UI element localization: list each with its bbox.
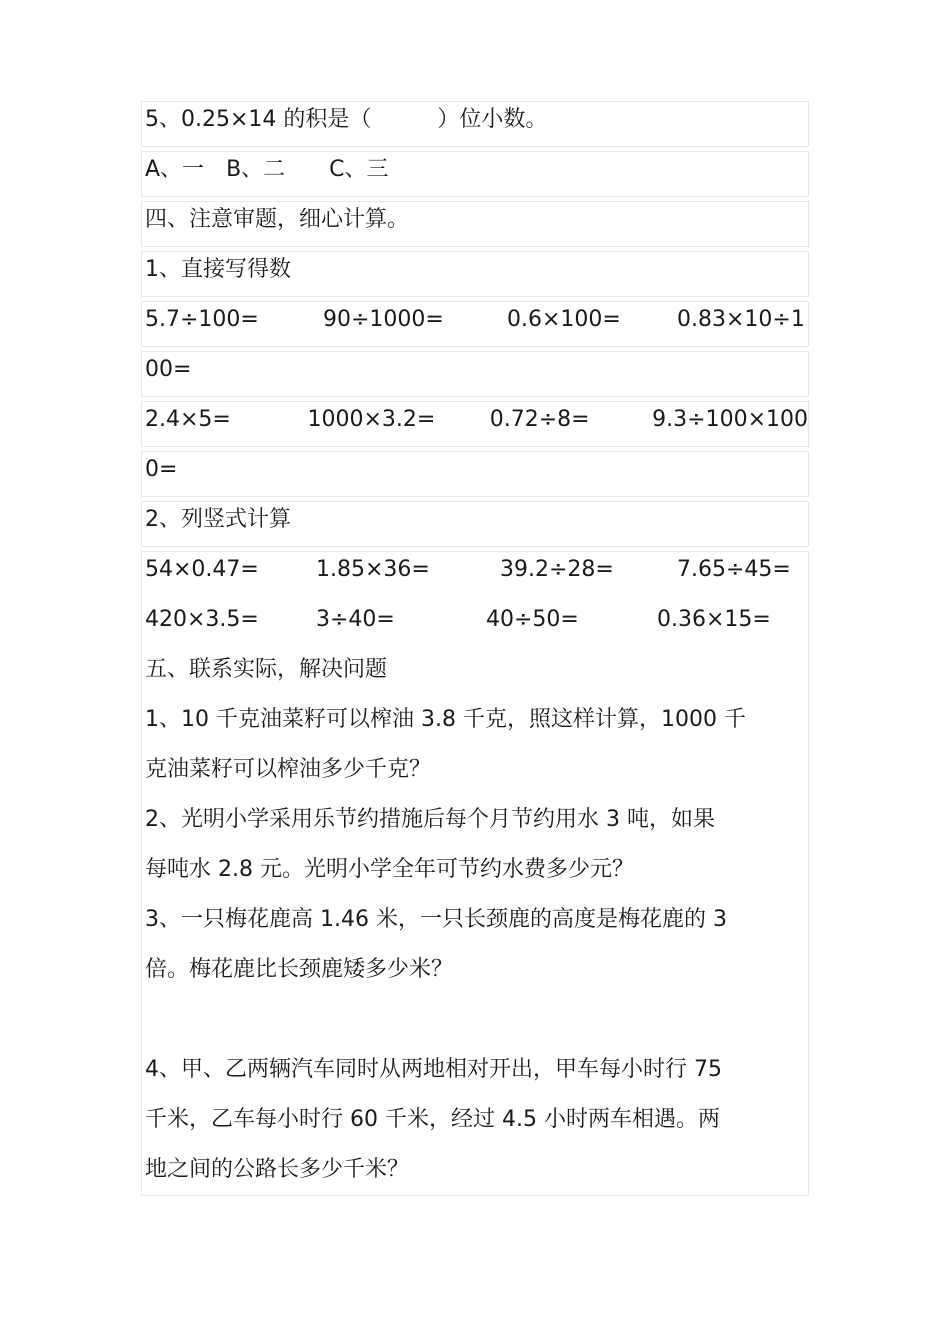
- word-problem-1: [145, 702, 808, 802]
- direct-calc-item: 0.72÷8=: [489, 407, 590, 432]
- direct-calc-continuation: 00=: [145, 357, 192, 382]
- direct-calc-item: 2.4×5=: [145, 407, 231, 432]
- problem-line: 千米，乙车每小时行 60 千米，经过 4.5 小时两车相遇。两: [145, 1107, 720, 1132]
- question-5-text: 5、0.25×14 的积是（ ）位小数。: [145, 107, 548, 132]
- word-problem-2: [145, 802, 808, 902]
- direct-calc-row-1: [141, 301, 809, 347]
- section-5-title: [145, 652, 808, 702]
- vertical-calc-row-2: [145, 602, 808, 652]
- direct-calc-item: 9.3÷100×100: [652, 407, 809, 432]
- section-5-heading: 五、联系实际，解决问题: [145, 657, 388, 682]
- direct-calc-item: 0.6×100=: [507, 307, 621, 332]
- part-2-heading: 2、列竖式计算: [145, 507, 291, 532]
- direct-calc-item: 1000×3.2=: [307, 407, 436, 432]
- word-problem-4: [145, 1052, 808, 1202]
- vertical-calc-item: 54×0.47=: [145, 557, 259, 582]
- direct-calc-row-2-continued: [141, 451, 809, 497]
- problem-line: 3、一只梅花鹿高 1.46 米，一只长颈鹿的高度是梅花鹿的 3: [145, 907, 727, 932]
- vertical-calc-item: 3÷40=: [316, 607, 395, 632]
- option-a: A、一: [145, 157, 205, 182]
- direct-calc-row-1-continued: [141, 351, 809, 397]
- problem-line: 每吨水 2.8 元。光明小学全年可节约水费多少元？: [145, 857, 634, 882]
- direct-calc-item: 0.83×10÷1: [677, 307, 805, 332]
- part-1-title: [141, 251, 809, 297]
- answer-space: [145, 1002, 808, 1052]
- option-b: B、二: [226, 157, 286, 182]
- problem-line: 4、甲、乙两辆汽车同时从两地相对开出，甲车每小时行 75: [145, 1057, 722, 1082]
- option-c: C、三: [329, 157, 389, 182]
- vertical-calc-item: 39.2÷28=: [500, 557, 614, 582]
- word-problem-3: [145, 902, 808, 1002]
- problem-area: [141, 551, 809, 1196]
- vertical-calc-item: 40÷50=: [486, 607, 579, 632]
- problem-line: 地之间的公路长多少千米？: [145, 1157, 410, 1182]
- problem-line: 克油菜籽可以榨油多少千克？: [145, 757, 432, 782]
- part-1-heading: 1、直接写得数: [145, 257, 291, 282]
- direct-calc-item: 5.7÷100=: [145, 307, 259, 332]
- section-4-heading: 四、注意审题，细心计算。: [145, 207, 410, 232]
- problem-line: 1、10 千克油菜籽可以榨油 3.8 千克，照这样计算，1000 千: [145, 707, 746, 732]
- question-5: [141, 101, 809, 147]
- vertical-calc-item: 1.85×36=: [316, 557, 430, 582]
- worksheet-page: [141, 101, 809, 1196]
- vertical-calc-item: 420×3.5=: [145, 607, 259, 632]
- section-4-title: [141, 201, 809, 247]
- problem-line: 倍。梅花鹿比长颈鹿矮多少米？: [145, 957, 454, 982]
- problem-line: 2、光明小学采用乐节约措施后每个月节约用水 3 吨，如果: [145, 807, 715, 832]
- question-5-options: [141, 151, 809, 197]
- vertical-calc-row-1: [145, 552, 808, 602]
- vertical-calc-item: 7.65÷45=: [677, 557, 791, 582]
- vertical-calc-item: 0.36×15=: [657, 607, 771, 632]
- direct-calc-continuation: 0=: [145, 457, 178, 482]
- direct-calc-item: 90÷1000=: [323, 307, 444, 332]
- part-2-title: [141, 501, 809, 547]
- direct-calc-row-2: [141, 401, 809, 447]
